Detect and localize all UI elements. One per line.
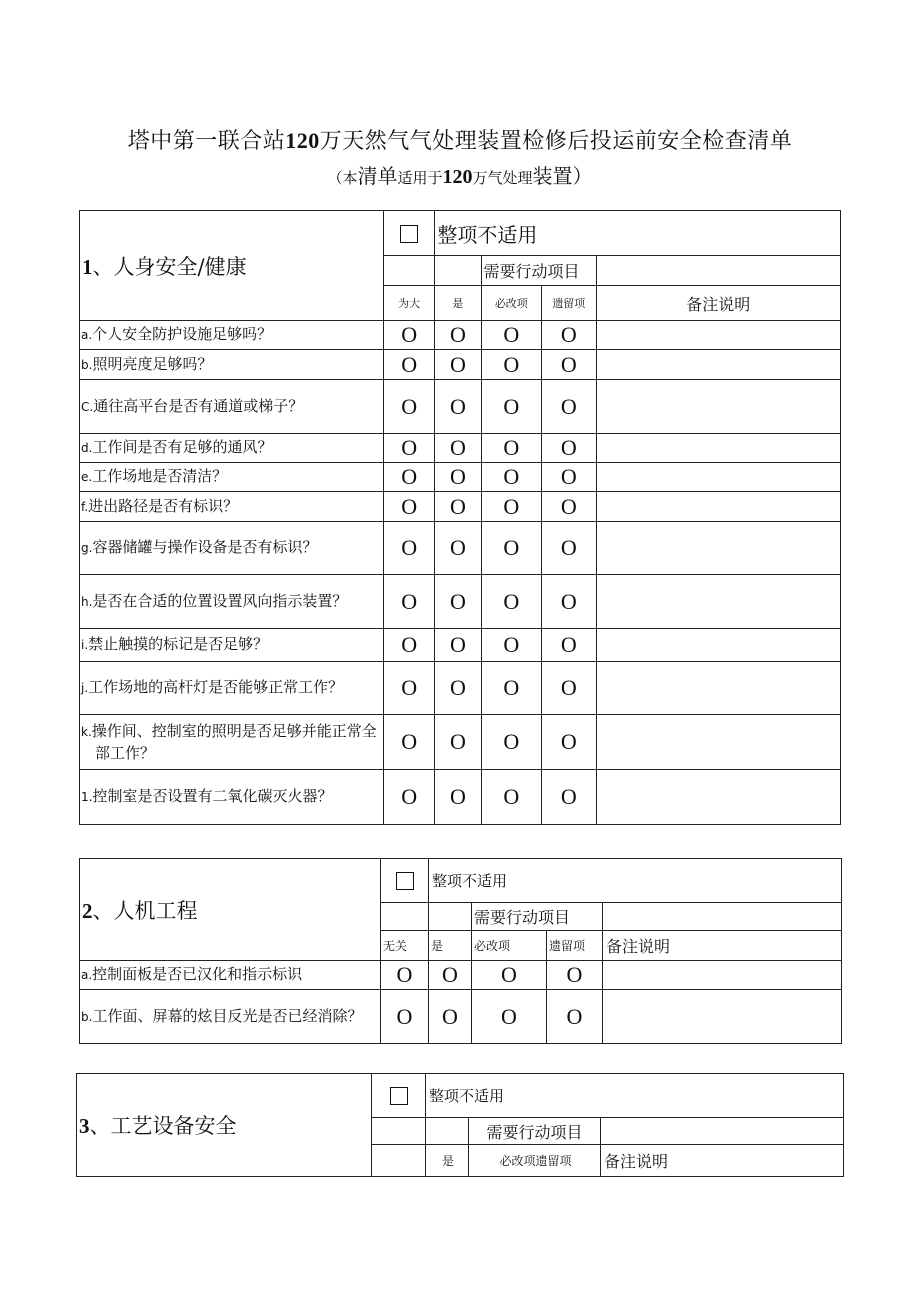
remarks-cell[interactable]: [596, 662, 840, 715]
section-2-title: 2、人机工程: [80, 859, 381, 961]
option-legacy[interactable]: O: [542, 770, 596, 825]
question-text: 控制室是否设置有二氧化碳灭火器？: [92, 787, 333, 805]
question-text: 工作场地的高杆灯是否能够正常工作？: [88, 678, 344, 696]
section-1-action-header: 需要行动项目: [481, 256, 596, 286]
option-legacy[interactable]: O: [542, 575, 596, 629]
option-must-fix[interactable]: O: [481, 662, 542, 715]
table-row: [80, 463, 841, 492]
option-yes[interactable]: O: [435, 434, 481, 463]
option-must-fix[interactable]: O: [481, 380, 542, 434]
option-yes[interactable]: O: [435, 629, 481, 662]
table-row: [80, 434, 841, 463]
section-1-question: [80, 522, 384, 575]
table-row: [80, 662, 841, 715]
section-2-question: [80, 990, 381, 1044]
remarks-cell[interactable]: [596, 629, 840, 662]
section-1-col-yes: 是: [435, 286, 481, 321]
table-row: [80, 350, 841, 380]
section-1-col-must-fix: 必改项: [481, 286, 542, 321]
option-yes[interactable]: O: [429, 961, 472, 990]
question-label: C.: [81, 399, 94, 414]
table-row: [80, 961, 842, 990]
option-must-fix[interactable]: O: [481, 434, 542, 463]
question-text: 操作间、控制室的照明是否足够并能正常全部工作？: [91, 721, 377, 762]
question-label: h.: [81, 594, 93, 609]
option-irrelevant[interactable]: O: [383, 434, 434, 463]
option-must-fix[interactable]: O: [481, 575, 542, 629]
page-title: 塔中第一联合站120万天然气气处理装置检修后投运前安全检查清单: [127, 128, 793, 154]
question-label: f.: [81, 499, 89, 514]
option-legacy[interactable]: O: [542, 380, 596, 434]
option-must-fix[interactable]: O: [481, 350, 542, 380]
section-1-question: [80, 434, 384, 463]
section-2-col-yes: 是: [429, 931, 472, 961]
remarks-cell[interactable]: [596, 380, 840, 434]
section-3-col-yes: 是: [426, 1145, 469, 1177]
table-row: [80, 575, 841, 629]
question-text: 个人安全防护设施足够吗？: [92, 325, 273, 343]
option-legacy[interactable]: O: [542, 492, 596, 522]
question-text: 工作场地是否清洁？: [92, 467, 228, 485]
section-2-action-header: 需要行动项目: [472, 903, 603, 931]
table-row: [80, 629, 841, 662]
section-3-table: [76, 1073, 844, 1177]
option-yes[interactable]: O: [435, 770, 481, 825]
remarks-cell[interactable]: [596, 522, 840, 575]
section-2-not-applicable-checkbox[interactable]: [396, 872, 414, 890]
question-label: k.: [81, 724, 92, 739]
question-label: b.: [81, 1009, 93, 1024]
table-row: [80, 715, 841, 770]
section-3-remarks-header: 备注说明: [601, 1145, 844, 1177]
question-label: i.: [81, 638, 89, 652]
remarks-cell[interactable]: [596, 463, 840, 492]
question-label: e.: [81, 470, 93, 484]
remarks-cell[interactable]: [603, 990, 842, 1044]
option-must-fix[interactable]: O: [481, 522, 542, 575]
section-1-question: [80, 575, 384, 629]
question-text: 控制面板是否已汉化和指示标识: [92, 965, 303, 983]
remarks-cell[interactable]: [596, 350, 840, 380]
section-3-not-applicable-checkbox[interactable]: [390, 1087, 408, 1105]
section-1-question: [80, 321, 384, 350]
option-must-fix[interactable]: O: [481, 770, 542, 825]
option-yes[interactable]: O: [435, 350, 481, 380]
question-text: 工作面、屏幕的炫目反光是否已经消除？: [92, 1006, 363, 1025]
question-label: d.: [81, 441, 93, 455]
option-irrelevant[interactable]: O: [381, 961, 429, 990]
question-label: b.: [81, 357, 93, 372]
question-text: 进出路径是否有标识？: [88, 496, 239, 515]
option-must-fix[interactable]: O: [472, 961, 547, 990]
section-1-question: [80, 770, 384, 825]
option-legacy[interactable]: O: [542, 522, 596, 575]
section-1-question: [80, 463, 384, 492]
table-row: [80, 770, 841, 825]
section-1-question: [80, 629, 384, 662]
option-must-fix[interactable]: O: [481, 715, 542, 770]
remarks-cell[interactable]: [596, 575, 840, 629]
remarks-cell[interactable]: [596, 321, 840, 350]
option-must-fix[interactable]: O: [481, 629, 542, 662]
question-text: 禁止触摸的标记是否足够？: [88, 635, 269, 653]
question-label: j.: [81, 681, 89, 695]
section-2-remarks-header: 备注说明: [603, 931, 842, 961]
section-1-not-applicable-label: 整项不适用: [435, 211, 841, 256]
section-2-col-must-fix: 必改项: [472, 931, 547, 961]
question-label: a.: [81, 968, 93, 982]
option-irrelevant[interactable]: O: [383, 380, 434, 434]
option-must-fix[interactable]: O: [481, 492, 542, 522]
option-legacy[interactable]: O: [542, 463, 596, 492]
table-row: [80, 990, 842, 1044]
option-yes[interactable]: O: [435, 662, 481, 715]
section-1-question: [80, 715, 384, 770]
option-irrelevant[interactable]: O: [383, 770, 434, 825]
option-legacy[interactable]: O: [542, 629, 596, 662]
page-subtitle: （本清单适用于120万气处理装置）: [327, 164, 593, 188]
option-yes[interactable]: O: [435, 715, 481, 770]
question-text: 通往高平台是否有通道或梯子？: [93, 396, 304, 415]
section-3-not-applicable-label: 整项不适用: [426, 1074, 844, 1118]
question-text: 容器储罐与操作设备是否有标识？: [92, 538, 318, 556]
question-text: 是否在合适的位置设置风向指示装置？: [92, 591, 348, 610]
question-text: 照明亮度足够吗？: [92, 354, 213, 373]
option-yes[interactable]: O: [435, 522, 481, 575]
option-yes[interactable]: O: [429, 990, 472, 1044]
option-legacy[interactable]: O: [547, 990, 603, 1044]
option-irrelevant[interactable]: O: [381, 990, 429, 1044]
section-1-not-applicable-checkbox[interactable]: [400, 225, 418, 243]
table-row: [80, 380, 841, 434]
option-irrelevant[interactable]: O: [383, 350, 434, 380]
section-2-col-legacy: 遗留项: [547, 931, 603, 961]
option-yes[interactable]: O: [435, 321, 481, 350]
option-legacy[interactable]: O: [542, 321, 596, 350]
section-3-col-must-fix-legacy: 必改项遗留项: [469, 1145, 601, 1177]
option-yes[interactable]: O: [435, 463, 481, 492]
option-must-fix[interactable]: O: [472, 990, 547, 1044]
option-irrelevant[interactable]: O: [383, 463, 434, 492]
option-yes[interactable]: O: [435, 575, 481, 629]
section-1-table: [79, 210, 841, 825]
remarks-cell[interactable]: [596, 434, 840, 463]
option-irrelevant[interactable]: O: [383, 522, 434, 575]
option-legacy[interactable]: O: [542, 434, 596, 463]
section-1-question: [80, 350, 384, 380]
option-must-fix[interactable]: O: [481, 463, 542, 492]
remarks-cell[interactable]: [596, 492, 840, 522]
section-1-question: [80, 662, 384, 715]
remarks-cell[interactable]: [596, 715, 840, 770]
question-label: g.: [81, 541, 93, 555]
question-label: a.: [81, 328, 93, 342]
option-irrelevant[interactable]: O: [383, 321, 434, 350]
question-text: 工作间是否有足够的通风？: [92, 438, 273, 456]
section-1-title: 1、人身安全/健康: [80, 211, 384, 321]
option-irrelevant[interactable]: O: [383, 662, 434, 715]
option-legacy[interactable]: O: [542, 715, 596, 770]
option-irrelevant[interactable]: O: [383, 492, 434, 522]
table-row: [80, 522, 841, 575]
option-irrelevant[interactable]: O: [383, 715, 434, 770]
option-legacy[interactable]: O: [542, 662, 596, 715]
option-irrelevant[interactable]: O: [383, 629, 434, 662]
section-2-question: [80, 961, 381, 990]
section-1-col-irrelevant: 为大: [383, 286, 434, 321]
section-2-table: [79, 858, 842, 1044]
section-1-question: [80, 492, 384, 522]
option-legacy[interactable]: O: [547, 961, 603, 990]
section-1-question: [80, 380, 384, 434]
table-row: [80, 492, 841, 522]
option-legacy[interactable]: O: [542, 350, 596, 380]
remarks-cell[interactable]: [596, 770, 840, 825]
remarks-cell[interactable]: [603, 961, 842, 990]
section-2-not-applicable-label: 整项不适用: [429, 859, 842, 903]
section-3-action-header: 需要行动项目: [469, 1118, 601, 1145]
option-irrelevant[interactable]: O: [383, 575, 434, 629]
option-yes[interactable]: O: [435, 492, 481, 522]
section-2-col-irrelevant: 无关: [381, 931, 429, 961]
option-must-fix[interactable]: O: [481, 321, 542, 350]
section-1-remarks-header: 备注说明: [596, 286, 840, 321]
section-3-title: 3、工艺设备安全: [77, 1074, 372, 1177]
section-1-col-legacy: 遗留项: [542, 286, 596, 321]
question-label: 1.: [81, 790, 93, 804]
table-row: [80, 321, 841, 350]
option-yes[interactable]: O: [435, 380, 481, 434]
